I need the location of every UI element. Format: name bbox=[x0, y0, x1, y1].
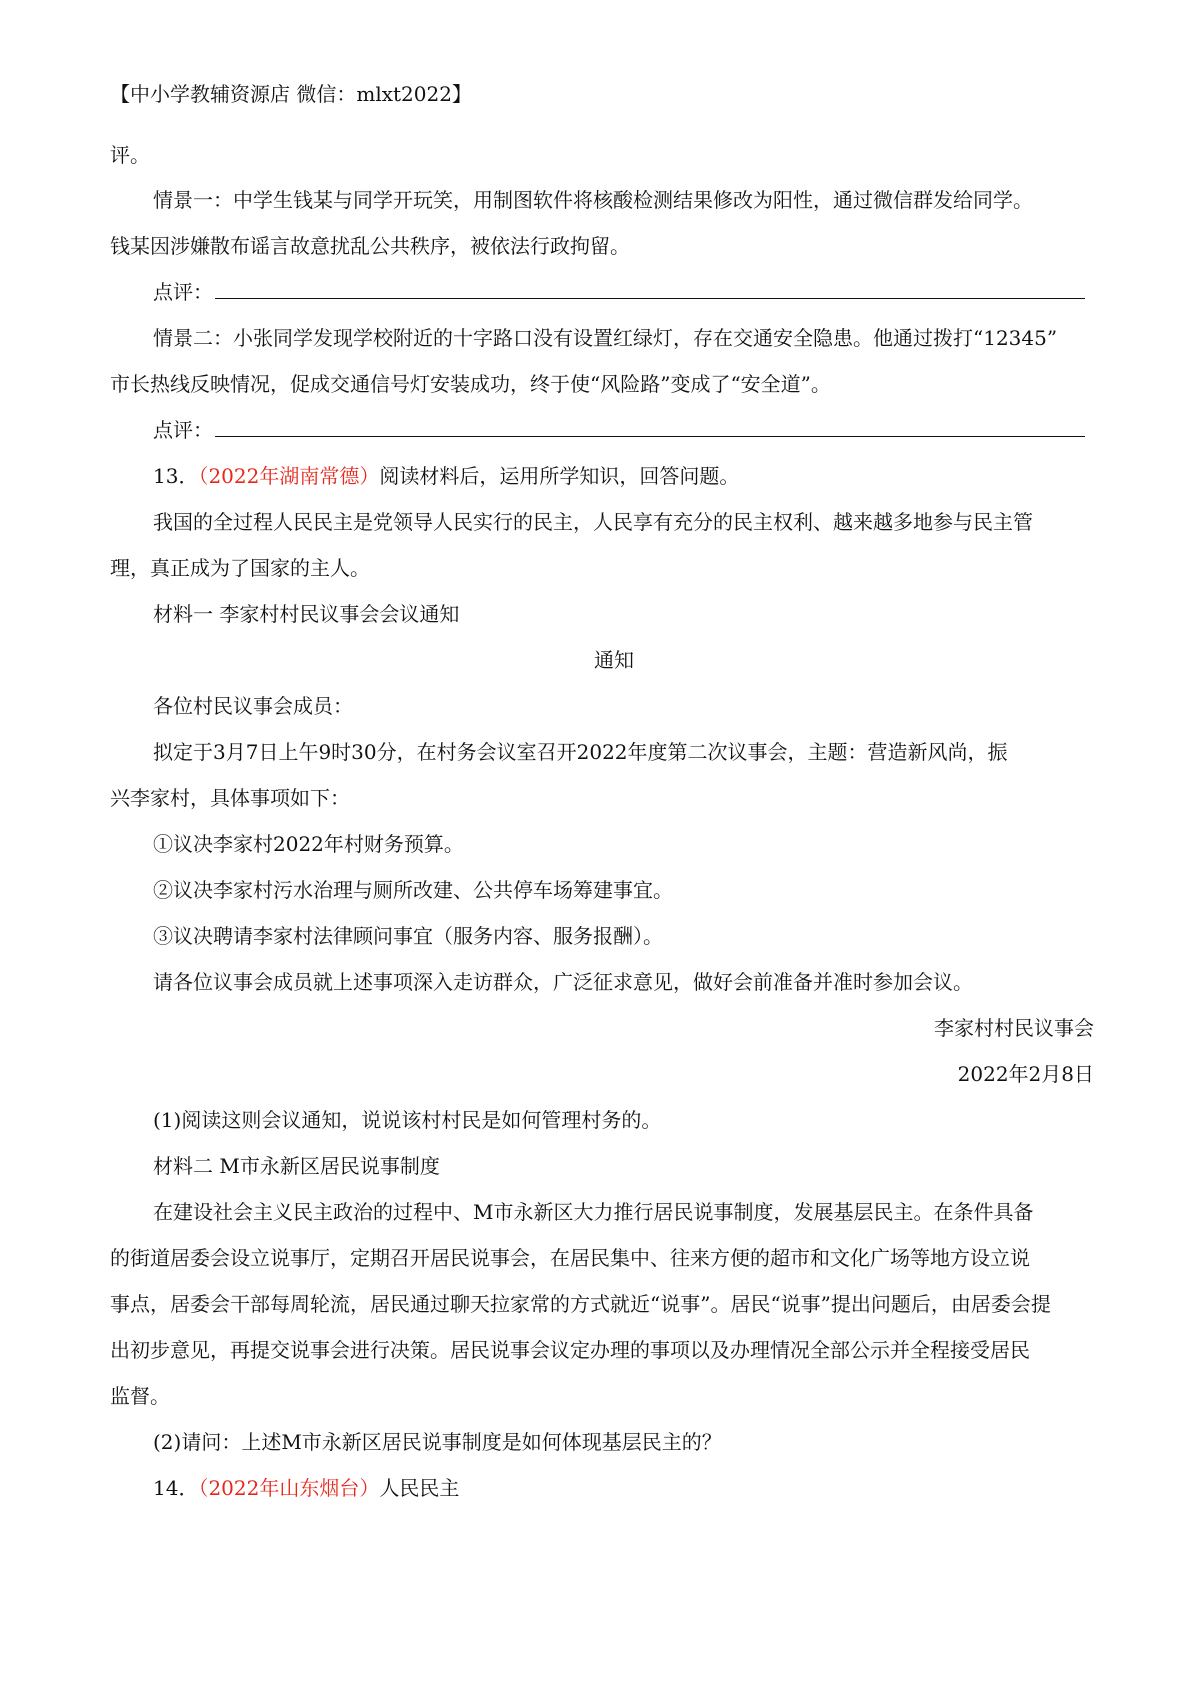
comment-label: 点评： bbox=[153, 418, 213, 442]
question-source: （2022年湖南常德） bbox=[198, 464, 380, 488]
sub-question-2: (2)请问：上述M市永新区居民说事制度是如何体现基层民主的？ bbox=[153, 1430, 722, 1454]
watermark-header: 【中小学教辅资源店 微信：mlxt2022】 bbox=[110, 82, 472, 106]
text-line: 拟定于3月7日上午9时30分，在村务会议室召开2022年度第二次议事会，主题：营造新风尚，振 bbox=[153, 740, 1008, 764]
notice-signature: 李家村村民议事会 bbox=[934, 1016, 1094, 1040]
notice-date: 2022年2月8日 bbox=[957, 1062, 1094, 1086]
text-line: 出初步意见，再提交说事会进行决策。居民说事会议定办理的事项以及办理情况全部公示并全程接受居民 bbox=[110, 1338, 1030, 1362]
answer-blank-2[interactable] bbox=[215, 416, 1085, 437]
text-line: 钱某因涉嫌散布谣言故意扰乱公共秩序，被依法行政拘留。 bbox=[110, 234, 630, 258]
question-number: 13． bbox=[153, 464, 199, 488]
comment-line-2 bbox=[0, 416, 1200, 444]
answer-blank-1[interactable] bbox=[215, 278, 1085, 299]
text-line: 请各位议事会成员就上述事项深入走访群众，广泛征求意见，做好会前准备并准时参加会议。 bbox=[153, 970, 973, 994]
text-line: 事点，居委会干部每周轮流，居民通过聊天拉家常的方式就近“说事”。居民“说事”提出问题后，由居委会提 bbox=[110, 1292, 1051, 1316]
notice-salutation: 各位村民议事会成员： bbox=[153, 694, 353, 718]
notice-title: 通知 bbox=[594, 648, 634, 672]
notice-item-1: ①议决李家村2022年村财务预算。 bbox=[153, 832, 464, 856]
question-14-heading bbox=[0, 1474, 1200, 1502]
text-line: 在建设社会主义民主政治的过程中、M市永新区大力推行居民说事制度，发展基层民主。在条件具备 bbox=[153, 1200, 1034, 1224]
notice-item-3: ③议决聘请李家村法律顾问事宜（服务内容、服务报酬）。 bbox=[153, 924, 663, 948]
material-one-title: 材料一 李家村村民议事会会议通知 bbox=[153, 602, 460, 626]
text-line: 评。 bbox=[110, 143, 150, 167]
question-prompt: 人民民主 bbox=[379, 1476, 460, 1500]
text-line: 市长热线反映情况，促成交通信号灯安装成功，终于使“风险路”变成了“安全道”。 bbox=[110, 372, 831, 396]
text-line: 监督。 bbox=[110, 1384, 170, 1408]
notice-item-2: ②议决李家村污水治理与厕所改建、公共停车场筹建事宜。 bbox=[153, 878, 673, 902]
sub-question-1: (1)阅读这则会议通知，说说该村村民是如何管理村务的。 bbox=[153, 1108, 662, 1132]
question-13-heading bbox=[0, 462, 1200, 490]
question-source: （2022年山东烟台） bbox=[198, 1476, 380, 1500]
question-number: 14． bbox=[153, 1476, 199, 1500]
text-line: 的街道居委会设立说事厅，定期召开居民说事会，在居民集中、往来方便的超市和文化广场等地方设立说 bbox=[110, 1246, 1030, 1270]
text-line: 理，真正成为了国家的主人。 bbox=[110, 556, 370, 580]
comment-line-1 bbox=[0, 278, 1200, 306]
text-line: 我国的全过程人民民主是党领导人民实行的民主，人民享有充分的民主权利、越来越多地参与民主管 bbox=[153, 510, 1033, 534]
material-two-title: 材料二 M市永新区居民说事制度 bbox=[153, 1154, 440, 1178]
text-line: 兴李家村，具体事项如下： bbox=[110, 786, 350, 810]
comment-label: 点评： bbox=[153, 280, 213, 304]
question-prompt: 阅读材料后，运用所学知识，回答问题。 bbox=[379, 464, 740, 488]
scenario-two-line: 情景二：小张同学发现学校附近的十字路口没有设置红绿灯，存在交通安全隐患。他通过拨打“12345” bbox=[153, 326, 1058, 350]
scenario-one-line: 情景一：中学生钱某与同学开玩笑，用制图软件将核酸检测结果修改为阳性，通过微信群发给同学。 bbox=[153, 188, 1033, 212]
